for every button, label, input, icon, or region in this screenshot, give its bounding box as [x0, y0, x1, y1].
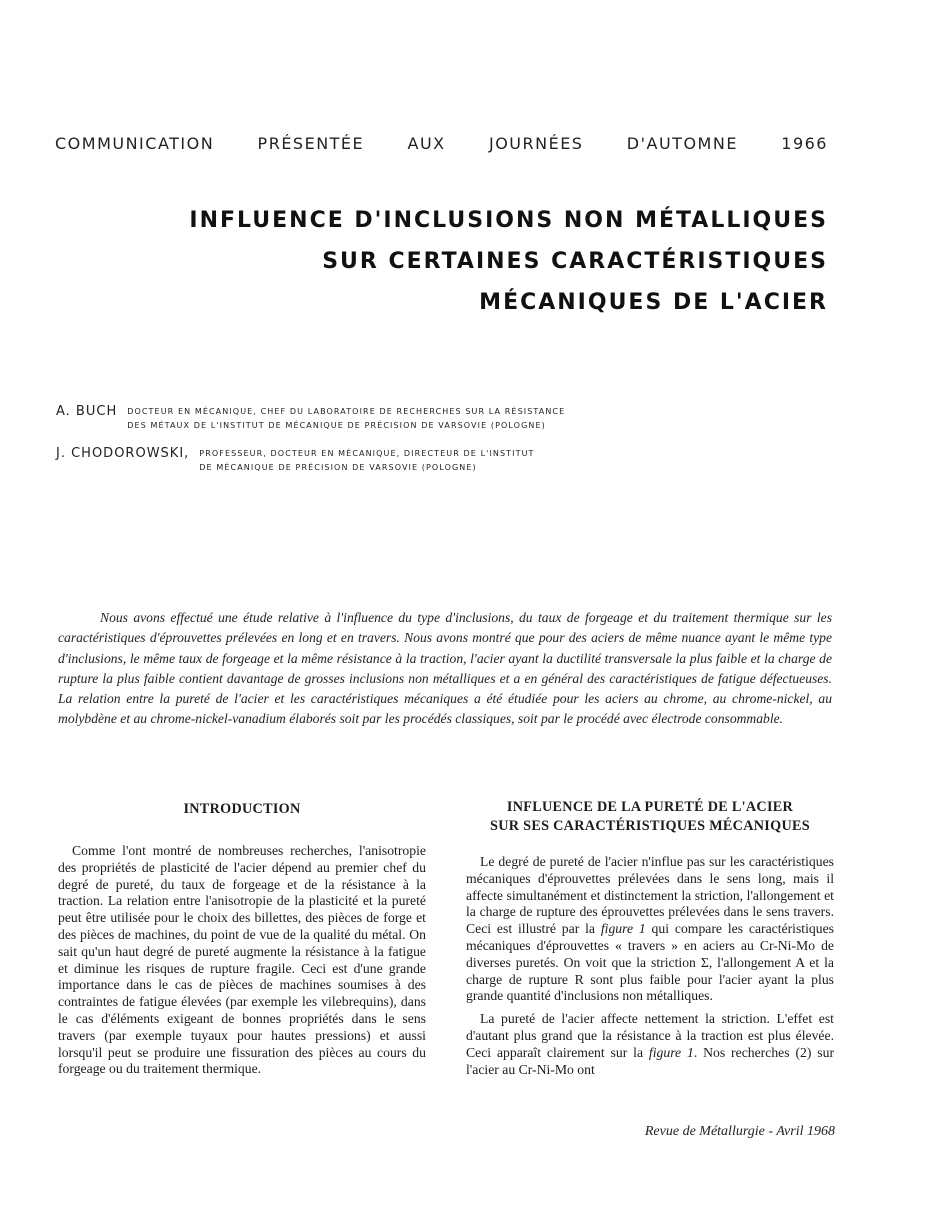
author-affiliation: [127, 405, 565, 433]
header-word: COMMUNICATION: [55, 134, 215, 153]
conference-header: [55, 134, 828, 153]
affiliation-line: DES MÉTAUX DE L'INSTITUT DE MÉCANIQUE DE PRÉCISION DE VARSOVIE (POLOGNE): [127, 421, 546, 430]
author-entry: [56, 405, 656, 433]
section-heading: INTRODUCTION: [183, 801, 301, 817]
right-column: [466, 798, 834, 1084]
body-paragraph: Comme l'ont montré de nombreuses recherches, l'anisotropie des propriétés de plasticité de l'acier dépend au premier chef du degré de pureté, du taux de forgeage et de la résistance à la traction. La relation entre l'anisotropie de la plasticité et la pureté peut être utilisée pour le choix des billettes, des pièces de forge et des pièces de machines, du point de vue de la qualité du métal. On sait qu'un haut degré de pureté augmente la résistance à la fatigue et diminue les risques de rupture fragile. Ceci est d'une grande importance dans le cas de pièces de machines soumises à des contraintes de fatigue élevées (par exemple les vilebrequins), dans le cas d'éléments exigeant de bonnes propriétés dans le sens travers (par exemple tuyaux pour hautes pressions) et aussi lorsqu'il peut se produire une fissuration des pièces au cours du forgeage ou du traitement thermique.: [58, 843, 426, 1077]
text-run: La pureté de l'acier affecte nettement la striction. L'effet est d'autant plus grand que la résistance à la traction est plus élevée. Ceci apparaît clairement sur la: [466, 1011, 834, 1060]
body-paragraph: [466, 854, 834, 1005]
text-run: qui compare les caractéristiques mécaniques d'éprouvettes « travers » en aciers au Cr-Ni-Mo de diverses puretés. On voit que la striction Σ, l'allongement A et la charge de rupture R sont plus faible pour l'acier ayant la plus grande quantité d'inclusions non métalliques.: [466, 921, 834, 1004]
figure-reference: figure 1: [648, 1044, 694, 1060]
figure-reference: figure 1: [600, 921, 646, 937]
author-entry: [56, 447, 656, 475]
header-word: 1966: [781, 134, 828, 153]
heading-line: INFLUENCE DE LA PURETÉ DE L'ACIER: [506, 799, 794, 815]
left-column: [58, 798, 426, 1084]
author-name: J. CHODOROWSKI,: [56, 446, 190, 461]
title-line: INFLUENCE D'INCLUSIONS NON MÉTALLIQUES: [189, 208, 828, 233]
author-affiliation: [199, 447, 534, 475]
article-title: [68, 200, 828, 323]
title-line: SUR CERTAINES CARACTÉRISTIQUES: [322, 249, 828, 274]
affiliation-line: DOCTEUR EN MÉCANIQUE, CHEF DU LABORATOIRE DE RECHERCHES SUR LA RÉSISTANCE: [127, 407, 566, 416]
text-run: . Nos recherches (2) sur l'acier au Cr-Ni-Mo ont: [466, 1044, 835, 1077]
affiliation-line: PROFESSEUR, DOCTEUR EN MÉCANIQUE, DIRECTEUR DE L'INSTITUT: [199, 449, 535, 458]
section-heading: [466, 798, 834, 836]
header-word: AUX: [407, 134, 446, 153]
header-word: D'AUTOMNE: [626, 134, 738, 153]
affiliation-line: DE MÉCANIQUE DE PRÉCISION DE VARSOVIE (POLOGNE): [199, 463, 477, 472]
header-word: JOURNÉES: [488, 134, 584, 153]
author-list: [56, 405, 656, 489]
heading-line: SUR SES CARACTÉRISTIQUES MÉCANIQUES: [490, 818, 810, 834]
header-word: PRÉSENTÉE: [257, 134, 365, 153]
journal-footer: Revue de Métallurgie - Avril 1968: [644, 1124, 835, 1139]
author-name: A. BUCH: [56, 404, 118, 419]
title-line: MÉCANIQUES DE L'ACIER: [479, 290, 828, 315]
abstract: Nous avons effectué une étude relative à l'influence du type d'inclusions, du taux de forgeage et du traitement thermique sur les caractéristiques d'éprouvettes prélevées en long et en travers. Nous avons montré que pour des aciers de même nuance ayant le même type d'inclusions, le même taux de forgeage et la même résistance à la traction, l'acier ayant la ductilité transversale la plus faible et la charge de rupture la plus faible contient davantage de grosses inclusions non métalliques et a en général des caractéristiques de fatigue défectueuses. La relation entre la pureté de l'acier et les caractéristiques mécaniques a été étudiée pour les aciers au chrome, au chrome-nickel, au molybdène et au chrome-nickel-vanadium élaborés soit par les procédés classiques, soit par le procédé avec électrode consommable.: [58, 610, 832, 727]
body-paragraph: [466, 1011, 834, 1078]
text-run: Le degré de pureté de l'acier n'influe pas sur les caractéristiques mécaniques d'éprouvettes prélevées dans le sens long, mais il affecte simultanément et distinctement la striction, l'allongement et la charge de rupture des éprouvettes prélevées dans le sens travers. Ceci est illustré par la: [466, 854, 834, 937]
